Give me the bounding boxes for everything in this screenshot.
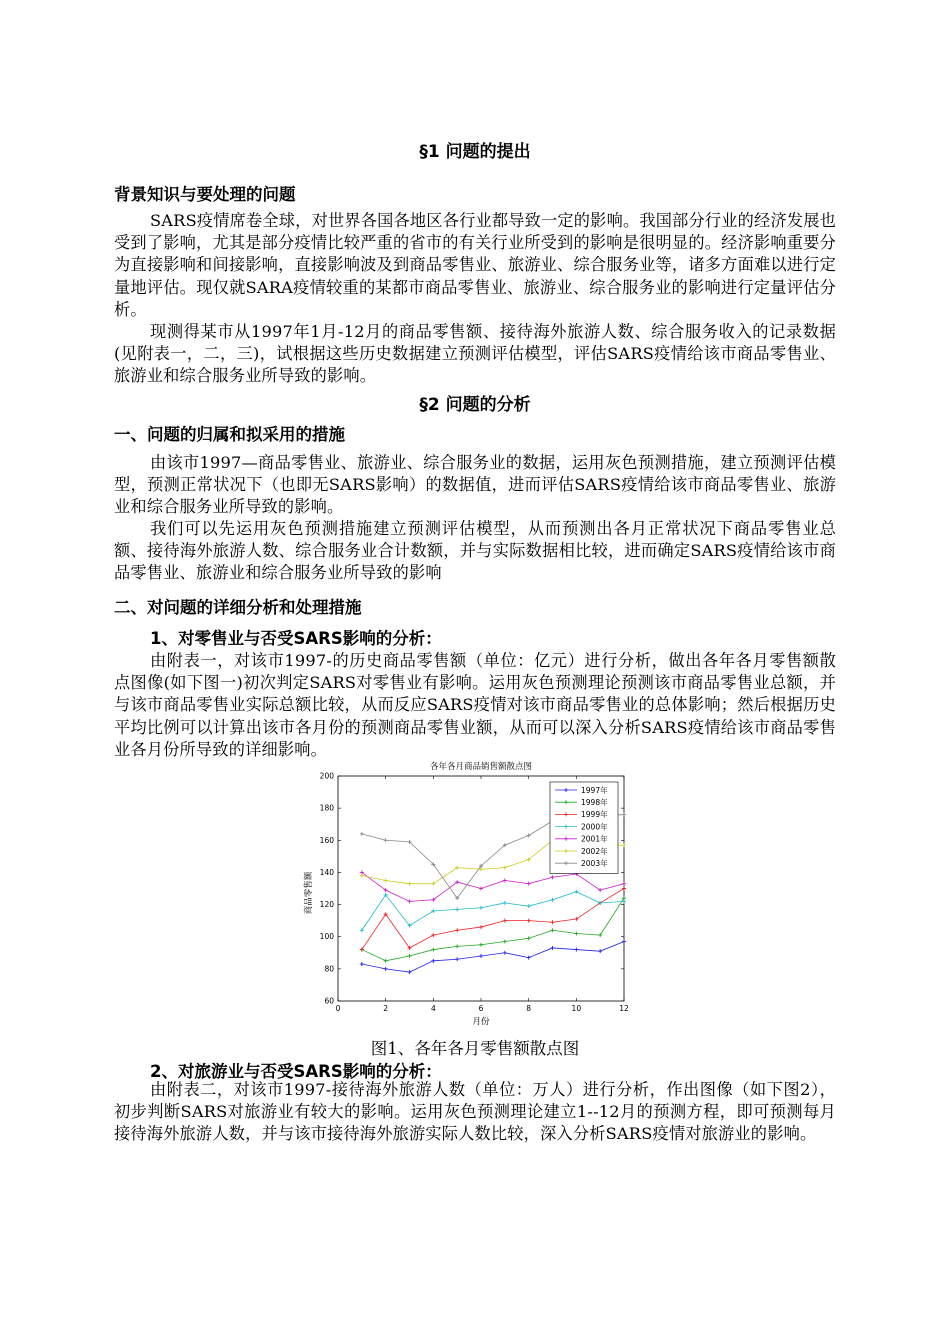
y-tick-label: 120 xyxy=(319,900,334,910)
data-point xyxy=(384,967,388,971)
section-2-title: §2 问题的分析 xyxy=(419,395,531,415)
section-2-paragraph-1: 由该市1997—商品零售业、旅游业、综合服务业的数据，运用灰色预测措施，建立预测评估模型，预测正常状况下（也即无SARS影响）的数据值，进而评估SARS疫情给该市商品零售业、旅游业和综合服务业所导致的影响。 xyxy=(114,453,836,517)
data-point xyxy=(503,866,507,870)
data-point xyxy=(574,948,578,952)
legend-label: 1998年 xyxy=(581,798,608,807)
figure-caption: 图1、各年各月零售额散点图 xyxy=(370,1039,580,1058)
data-point xyxy=(479,954,483,958)
data-point xyxy=(384,838,388,842)
series-line-0 xyxy=(362,942,624,973)
chart-xlabel: 月份 xyxy=(472,1017,490,1027)
data-point xyxy=(551,928,555,932)
data-point xyxy=(455,957,459,961)
x-tick-label: 10 xyxy=(571,1004,582,1013)
series-line-4 xyxy=(362,872,624,901)
data-point xyxy=(527,956,531,960)
data-point xyxy=(431,948,435,952)
chart-ylabel: 商品零售额 xyxy=(304,871,314,915)
data-point xyxy=(598,949,602,953)
data-point xyxy=(551,875,555,879)
section-1-paragraph-2: 现测得某市从1997年1月-12月的商品零售额、接待海外旅游人数、综合服务收入的记录数据(见附表一，二，三)，试根据这些历史数据建立预测评估模型，评估SARS疫情给该市商品零售业、旅游业和综合服务业所导致的影响。 xyxy=(114,322,836,386)
data-point xyxy=(551,946,555,950)
data-point xyxy=(384,959,388,963)
data-point xyxy=(479,906,483,910)
y-tick-label: 80 xyxy=(324,964,334,974)
data-point xyxy=(622,843,626,847)
x-tick-label: 4 xyxy=(430,1004,436,1013)
y-tick-label: 100 xyxy=(319,932,334,942)
y-tick-label: 140 xyxy=(319,867,334,877)
data-point xyxy=(408,882,412,886)
series-line-1 xyxy=(362,898,624,961)
legend-label: 1997年 xyxy=(581,785,608,795)
y-tick-label: 200 xyxy=(319,771,334,781)
data-point xyxy=(431,933,435,937)
data-point xyxy=(455,928,459,932)
section-1-subtitle: 背景知识与要处理的问题 xyxy=(114,185,296,204)
data-point xyxy=(408,970,412,974)
y-tick-label: 160 xyxy=(319,835,334,845)
data-point xyxy=(479,887,483,891)
retail-analysis-heading: 1、对零售业与否受SARS影响的分析： xyxy=(150,629,442,648)
data-point xyxy=(622,887,626,891)
data-point xyxy=(455,907,459,911)
data-point xyxy=(408,954,412,958)
section-2-heading-2: 二、对问题的详细分析和处理措施 xyxy=(114,598,362,617)
chart-title: 各年各月商品销售额散点图 xyxy=(429,762,533,772)
retail-analysis-paragraph: 由附表一，对该市1997-的历史商品零售额（单位：亿元）进行分析，做出各年各月零售额散点图像(如下图一)初次判定SARS对零售业有影响。运用灰色预测理论预测该市商品零售业总额，并与该市商品零售业实际总额比较，从而反应SARS疫情对该市商品零售业的总体影响；然后根据历史平均比例可以计算出该市各月份的预测商品零售业额，从而可以深入分析SARS疫情给该市商品零售业各月份所导致的详细影响。 xyxy=(114,651,836,759)
data-point xyxy=(622,882,626,886)
legend-label: 1999年 xyxy=(581,810,608,820)
section-1-paragraph-1: SARS疫情席卷全球，对世界各国各地区各行业都导致一定的影响。我国部分行业的经济发展也受到了影响，尤其是部分疫情比较严重的省市的有关行业所受到的影响是很明显的。经济影响重要分为直接影响和间接影响，直接影响波及到商品零售业、旅游业、综合服务业等，诸多方面难以进行定量地评估。现仅就SARA疫情较重的某都市商品零售业、旅游业、综合服务业的影响进行定量评估分析。 xyxy=(114,211,836,319)
data-point xyxy=(503,901,507,905)
data-point xyxy=(574,932,578,936)
x-tick-label: 2 xyxy=(383,1004,389,1013)
data-point xyxy=(527,882,531,886)
data-point xyxy=(455,944,459,948)
legend-label: 2003年 xyxy=(581,859,608,868)
data-point xyxy=(360,962,364,966)
legend-label: 2002年 xyxy=(581,846,608,856)
legend-label: 2000年 xyxy=(581,822,608,832)
retail-scatter-chart xyxy=(298,758,638,1030)
data-point xyxy=(551,920,555,924)
data-point xyxy=(431,909,435,913)
data-point xyxy=(527,919,531,923)
x-tick-label: 8 xyxy=(526,1004,532,1013)
y-tick-label: 180 xyxy=(319,803,334,813)
data-point xyxy=(527,904,531,908)
data-point xyxy=(360,832,364,836)
tourism-analysis-paragraph: 由附表二，对该市1997-接待海外旅游人数（单位：万人）进行分析，作出图像（如下图2），初步判断SARS对旅游业有较大的影响。运用灰色预测理论建立1--12月的预测方程，即可预测每月接待海外旅游人数，并与该市接待海外旅游实际人数比较，深入分析SARS疫情对旅游业的影响。 xyxy=(114,1080,836,1144)
data-point xyxy=(622,940,626,944)
data-point xyxy=(384,878,388,882)
data-point xyxy=(503,940,507,944)
data-point xyxy=(527,833,531,837)
x-tick-label: 12 xyxy=(619,1004,629,1013)
data-point xyxy=(527,936,531,940)
section-2-paragraph-2: 我们可以先运用灰色预测措施建立预测评估模型，从而预测出各月正常状况下商品零售业总额、接待海外旅游人数、综合服务业合计数额，并与实际数据相比较，进而确定SARS疫情给该市商品零售业、旅游业和综合服务业所导致的影响 xyxy=(114,519,836,583)
section-1-title: §1 问题的提出 xyxy=(419,142,531,162)
section-2-heading-1: 一、问题的归属和拟采用的措施 xyxy=(114,425,345,444)
x-tick-label: 0 xyxy=(335,1004,341,1013)
data-point xyxy=(503,951,507,955)
data-point xyxy=(574,890,578,894)
legend-label: 2001年 xyxy=(581,834,608,844)
x-tick-label: 6 xyxy=(478,1004,484,1013)
data-point xyxy=(479,943,483,947)
data-point xyxy=(503,919,507,923)
data-point xyxy=(408,899,412,903)
data-point xyxy=(622,813,626,817)
data-point xyxy=(360,874,364,878)
data-point xyxy=(598,933,602,937)
data-point xyxy=(503,878,507,882)
data-point xyxy=(479,925,483,929)
tourism-analysis-heading: 2、对旅游业与否受SARS影响的分析： xyxy=(150,1062,442,1081)
data-point xyxy=(431,959,435,963)
data-point xyxy=(551,898,555,902)
y-tick-label: 60 xyxy=(324,996,334,1006)
